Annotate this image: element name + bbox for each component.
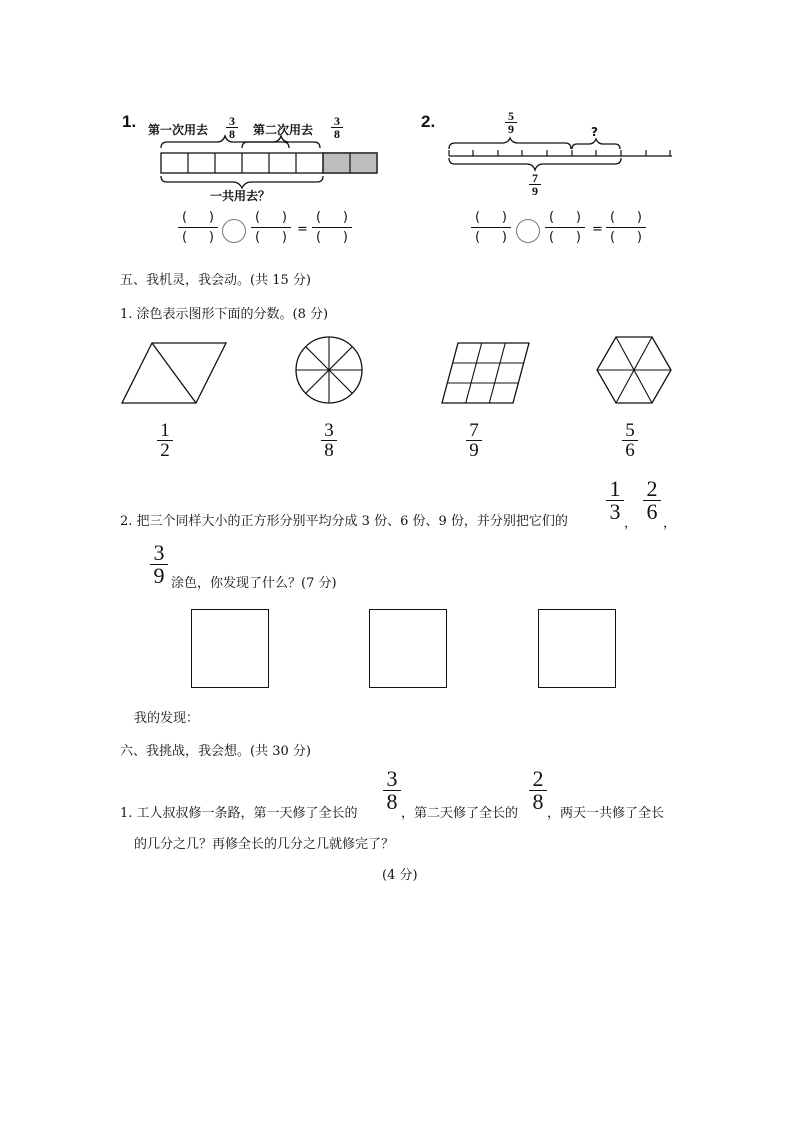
- blank-fraction[interactable]: ( ) ( ): [471, 210, 511, 245]
- blank-fraction[interactable]: ( ) ( ): [312, 210, 352, 245]
- shape-fraction: 1 2: [157, 421, 173, 460]
- hexagon-shape[interactable]: [597, 337, 671, 403]
- q2-fraction: 2 6: [643, 478, 661, 523]
- square-to-shade[interactable]: [369, 609, 447, 688]
- separator: ，: [663, 516, 677, 531]
- question-6-1-part-b: ，第二天修了全长的: [401, 806, 519, 821]
- figure-1-number: 1.: [122, 112, 137, 131]
- circle-shape[interactable]: [296, 337, 362, 403]
- question-mark: ?: [591, 125, 598, 139]
- question-5-2: 2. 把三个同样大小的正方形分别平均分成 3 份、6 份、9 份，并分别把它们的: [120, 514, 568, 529]
- bottom-fraction: 7 9: [529, 172, 541, 197]
- blank-fraction[interactable]: ( ) ( ): [251, 210, 291, 245]
- first-use-fraction: 3 8: [226, 115, 238, 140]
- separator: ，: [624, 516, 638, 531]
- q2-fraction: 3 9: [150, 542, 168, 587]
- section-5-heading: 五、我机灵，我会动。(共 15 分): [120, 273, 311, 288]
- question-5-2-continued: 涂色，你发现了什么？(7 分): [171, 576, 337, 591]
- shape-fraction: 5 6: [622, 421, 638, 460]
- question-6-1-part-a: 1. 工人叔叔修一条路，第一天修了全长的: [120, 806, 358, 821]
- equals-sign: =: [297, 222, 308, 237]
- square-to-shade[interactable]: [191, 609, 269, 688]
- parallelogram-shape[interactable]: [122, 343, 226, 403]
- q6-fraction: 2 8: [529, 768, 547, 813]
- second-use-fraction: 3 8: [331, 115, 343, 140]
- first-use-label: 第一次用去: [148, 123, 209, 137]
- shape-fraction: 7 9: [466, 421, 482, 460]
- question-6-1-points: (4 分): [382, 868, 418, 883]
- question-6-1-part-c: ，两天一共修了全长: [547, 806, 665, 821]
- total-use-label: 一共用去？: [210, 189, 271, 203]
- blank-fraction[interactable]: ( ) ( ): [545, 210, 585, 245]
- q6-fraction: 3 8: [383, 768, 401, 813]
- top-fraction: 5 9: [505, 110, 517, 135]
- grid-parallelogram-shape[interactable]: [442, 343, 529, 403]
- discovery-label: 我的发现：: [134, 711, 200, 726]
- equals-sign: =: [592, 222, 603, 237]
- question-5-1: 1. 涂色表示图形下面的分数。(8 分): [120, 307, 329, 322]
- blank-fraction[interactable]: ( ) ( ): [178, 210, 218, 245]
- shape-fraction: 3 8: [321, 421, 337, 460]
- section-6-heading: 六、我挑战，我会想。(共 30 分): [120, 744, 311, 759]
- figure-2-number: 2.: [421, 112, 436, 131]
- square-to-shade[interactable]: [538, 609, 616, 688]
- blank-fraction[interactable]: ( ) ( ): [606, 210, 646, 245]
- second-use-label: 第二次用去: [253, 123, 314, 137]
- q2-fraction: 1 3: [606, 478, 624, 523]
- question-6-1-line-2: 的几分之几？再修全长的几分之几就修完了？: [134, 837, 395, 852]
